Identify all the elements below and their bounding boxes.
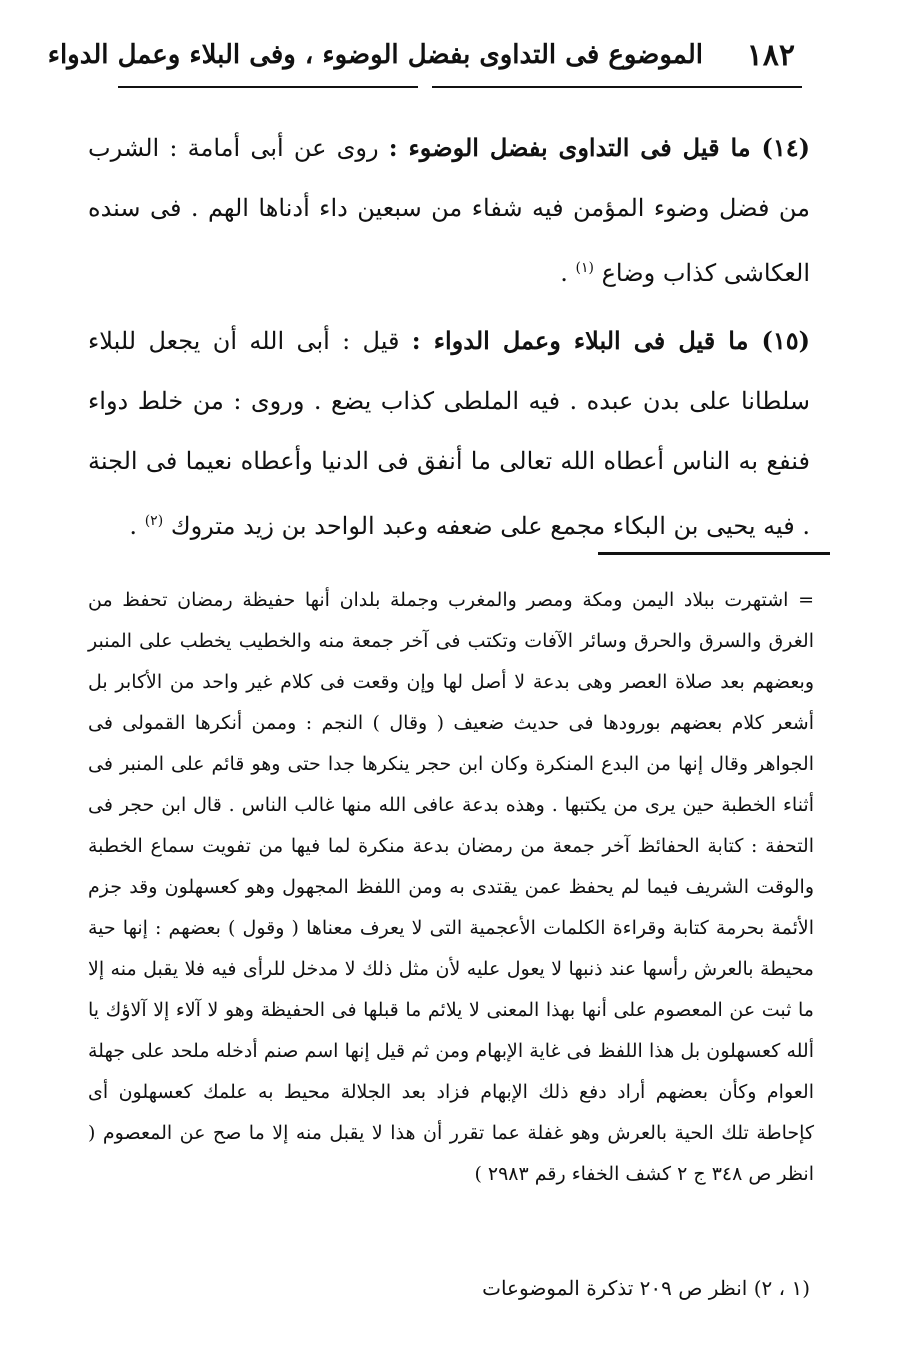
footnote-reference: (١) bbox=[575, 260, 594, 276]
running-title: الموضوع فى التداوى بفضل الوضوء ، وفى البلاء وعمل الدواء bbox=[47, 40, 703, 70]
entry-14 bbox=[88, 118, 810, 303]
header-rule-right bbox=[432, 86, 802, 88]
footnote-reference: (٢) bbox=[144, 513, 164, 529]
page-number: ١٨٢ bbox=[746, 38, 795, 73]
footnotes bbox=[88, 580, 814, 1195]
entry-heading: (١٤) ما قيل فى التداوى بفضل الوضوء : bbox=[388, 133, 810, 162]
footnote-continued-text: = اشتهرت ببلاد اليمن ومكة ومصر والمغرب وجملة بلدان أنها حفيظة رمضان تحفظ من الغرق والسرق والحرق وسائر الآفات وتكتب فى آخر جمعة منه والخطيب يخطب على المنبر وبعضهم بعد صلاة العصر وهى بدعة لا أصل لها وإن وقعت فى كلام غير واحد من الأكابر بل أشعر كلام بعضهم بورودها فى حديث ضعيف ( وقال ) النجم : وممن أنكرها القمولى فى الجواهر وقال إنها من البدع المنكرة وكان ابن حجر ينكرها جدا حتى وهو قائم على المنبر فى أثناء الخطبة حين يرى من يكتبها . وهذه بدعة عافى الله منها غالب الناس . قال ابن حجر فى التحفة : كتابة الحفائظ آخر جمعة من رمضان بدعة منكرة لما فيها من تفويت سماع الخطبة والوقت الشريف فيما لم يحفظ عمن يقتدى به ومن اللفظ المجهول وهو كعسهلون وقد جزم الأئمة بحرمة كتابة وقراءة الكلمات الأعجمية التى لا يعرف معناها ( وقول ) بعضهم : إنها حية محيطة بالعرش رأسها عند ذنبها لا يعول عليه لأن مثل ذلك لا مدخل للرأى فيه فلا يقبل منه إلا ما ثبت عن المعصوم على أنها بهذا المعنى لا يلائم ما قبلها فى الحفيظة وهو لا آلاء إلا آلاؤك يا ألله كعسهلون بل هذا اللفظ فى غاية الإبهام ومن ثم قيل إنها اسم صنم أدخله ملحد على جهلة العوام وكأن بعضهم أراد دفع ذلك الإبهام فزاد بعد الجلالة محيط به علمك كعسهلون أى كإحاطة تلك الحية بالعرش وهو غفلة عما تقرر أن هذا لا يقبل منه إلا ما صح عن المعصوم ( انظر ص ٣٤٨ ج ٢ كشف الخفاء رقم ٢٩٨٣ ) bbox=[88, 589, 814, 1185]
footnote-source-refs: (١ ، ٢) انظر ص ٢٠٩ تذكرة الموضوعات bbox=[482, 1276, 810, 1300]
footnote-separator bbox=[598, 552, 830, 555]
page-header bbox=[47, 34, 803, 80]
header-rule-left bbox=[118, 86, 418, 88]
entry-heading: (١٥) ما قيل فى البلاء وعمل الدواء : bbox=[411, 326, 810, 355]
entry-end: . bbox=[129, 512, 138, 540]
entry-end: . bbox=[560, 259, 568, 287]
main-text bbox=[88, 118, 810, 564]
entry-body: روى عن أبى أمامة : الشرب من فضل وضوء المؤمن فيه شفاء من سبعين داء أدناها الهم . فى سنده العكاشى كذاب وضاع bbox=[88, 134, 810, 287]
entry-15 bbox=[88, 311, 810, 556]
entry-body: قيل : أبى الله أن يجعل للبلاء سلطانا على بدن عبده . فيه الملطى كذاب يضع . وروى : من خلط دواء فنفع به الناس أعطاه الله تعالى ما أنفق فى الدنيا وأعطاه نعيما فى الجنة . فيه يحيى بن البكاء مجمع على ضعفه وعبد الواحد بن زيد متروك bbox=[88, 327, 810, 540]
